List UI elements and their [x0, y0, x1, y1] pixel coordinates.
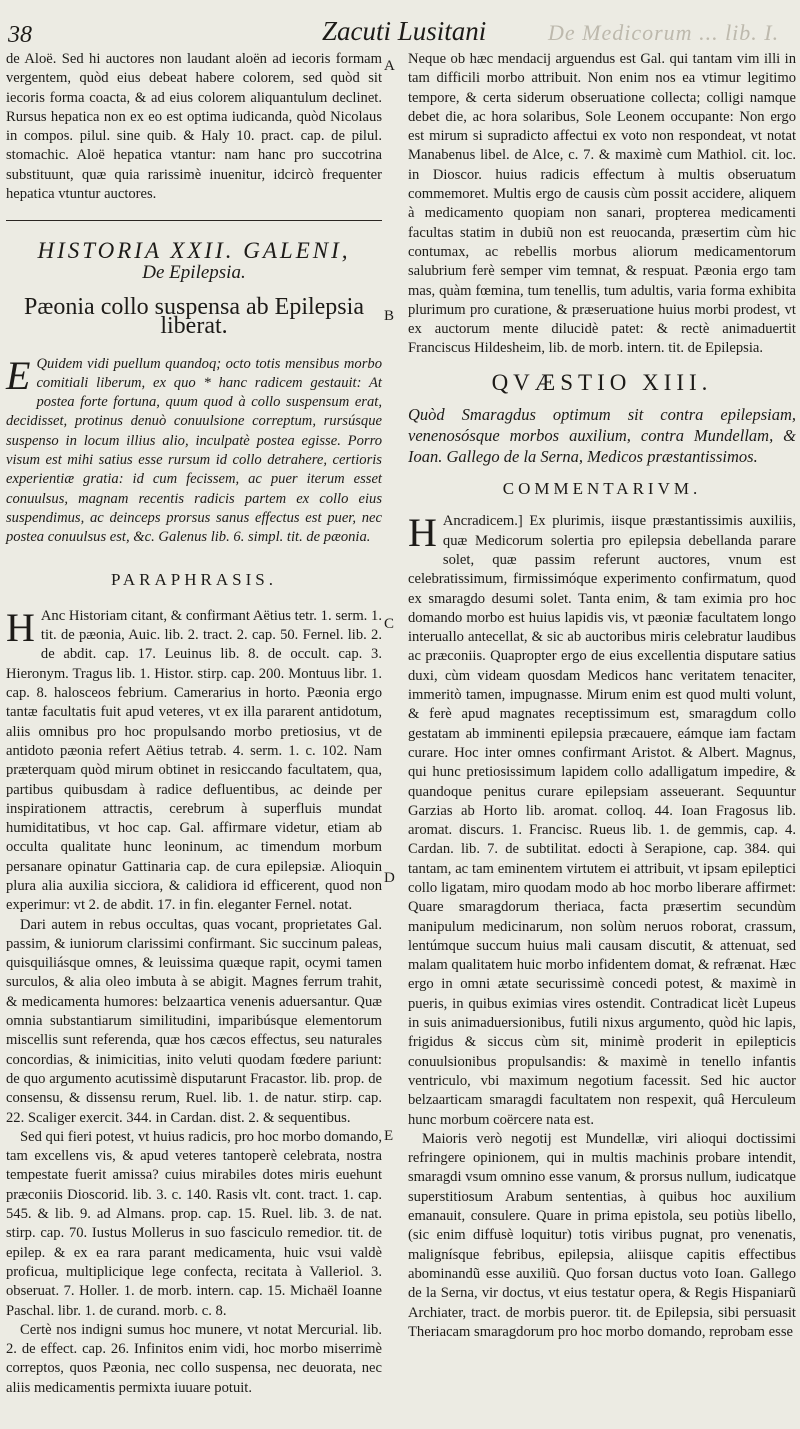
paraphrasis-paragraph-3: Sed qui fieri potest, vt huius radicis, pro hoc morbo domando, tam excellens vis, & apud veteres tantoperè celebrata, nostra tempestate fuerit amissa? cuius mirabiles dotes miris euehunt præconiis Dioscorid. lib. 3. c. 140. Rasis vlt. cont. tract. 1. cap. 545. & lib. 9. ad Almans. prop. cap. 15. Ruel. lib. 3. de nat. stirp. cap. 70. Iustus Mollerus in suo fasciculo remedior. tit. de epilep. & ex ea rara parant medicamenta, huic vsui valdè proficua, multiplicique lege confecta, recitata à Valleriol. 3. obseruat. 7. Holler. 1. de morb. intern. cap. 15. Michaël Ioanne Paschal. libr. 1. de curand. morb. c. 8. [6, 1128, 382, 1319]
bleed-through-text: De Medicorum ... lib. I. [548, 20, 780, 45]
aloe-paragraph: de Aloë. Sed hi auctores non laudant aloën ad iecoris formam vergentem, quòd eius debeat habere colorem, sed quòd sit iecoris forma coacta, & ad eius colorem aliquantulum declinet. Rursus hepatica non ex eo est optima iudicanda, quòd Nicolaus in compos. pilul. sine quib. & Haly 10. pract. cap. de pilul. stomachic. Aloë hepatica vtantur: nam hanc pro succotrina substituunt, quæ quia rarissimè inuenitur, idcircò frequenter hepatica vtuntur auctores. [6, 51, 382, 203]
historia-title: HISTORIA XXII. GALENI, [37, 238, 351, 264]
page-header [0, 0, 800, 52]
margin-letter-c: C [384, 616, 395, 632]
historia-subtitle: De Epilepsia. [142, 261, 246, 283]
quaestio-title: QVÆSTIO XIII. [491, 369, 713, 395]
paraphrasis-paragraph-1 [6, 604, 382, 916]
commentarium-paragraph-2: Maioris verò negotij est Mundellæ, viri alioqui doctissimi refringere opinionem, qui in multis machinis probare intendit, smaragdi vsum omnino esse vanum, & prorsus nullum, iudicatque superstitiosum Arabum sententias, à quibus hoc auxilium emanauit, consulere. Quare in prima epistola, seu potiùs libello, (sic enim diffusè loquitur) totis viribus pugnat, pro venenatis, malignísque febribus, epilepsia, aliisque capitis effectibus abominandũ esse auxiliũ. Quo forsan ductus voto Ioan. Gallego de la Serna, vir doctus, vt eius testatur opera, & Regis Hispaniarũ Archiater, tract. de morbis pueror. tit. de Epilepsia, sibi persuasit Theriacam smaragdorum pro hoc morbo domando, reprobam esse [408, 1130, 796, 1340]
margin-letter-b: B [384, 308, 395, 324]
drop-cap: H [408, 510, 437, 556]
right-column [408, 50, 796, 1342]
drop-cap: H [6, 604, 35, 650]
commentarium-paragraph-1 [408, 512, 796, 1130]
paraphrasis-continuation: Neque ob hæc mendacij arguendus est Gal. qui tantam vim illi in tam difficili morbo attribuit. Non enim nos ea vtimur legitimo tempore, & certa siderum obseruatione collecta; colligi namque debet die, ac hora solaribus, Sole Leonem occupante: Non ergo est mirum si supradicto affectui ex voto non respondeat, vt notat Manabenus libel. de Alce, c. 7. & maximè cum Mathiol. cit. loc. in Dioscor. huius radicis effectum à multis obseruatum commemoret. Multis ergo de causis cùm possit accidere, aliquem à medicamento quopiam non sanari, propterea medicamenti facultas statim in dubiũ non est reuocanda, præsertim cùm hic contumax, ac rebellis morbus aliorum medicamentorum salubrium ferè semper vim temnat, & respuat. Pæonia ergo tam mas, quàm fœmina, tum tenellis, tum adultis, varia forma exhibita plurimum pro curatione, & præseruatione huius morbi prodest, vt ex auctorum mente dilucidè patet: & rectè animaduertit Franciscus Hildesheim, lib. de morb. intern. tit. de Epilepsia. [408, 51, 796, 357]
paraphrasis-paragraph-4: Certè nos indigni sumus hoc munere, vt notat Mercurial. lib. 2. de effect. cap. 26. Infinitos enim vidi, hoc morbo miserrimè correptos, quos Pæonia, nec collo suspensa, nec deuorata, nec aliis medicamentis permixta iuuare potuit. [6, 1321, 382, 1396]
quaestio-subtitle: Quòd Smaragdus optimum sit contra epilepsiam, venenosósque morbos auxilium, contra Mundellam, & Ioan. Gallego de la Serna, Medicos præstantissimos. [408, 405, 796, 467]
running-title: Zacuti Lusitani [322, 16, 487, 46]
margin-letter-a: A [384, 58, 395, 74]
paraphrasis-paragraph-2: Dari autem in rebus occultas, quas vocant, proprietates Gal. passim, & iuniorum clarissimi confirmant. Sic succinum paleas, quisquiliásque omnes, & leuissima quæque rapit, ocymi tamen surculos, & alia oleo imbuta à se abigit. Magnes ferrum trahit, & medicamenta humores: belzaartica venenis aduersantur. Quæ omnia substantiarum similitudini, imparibúsque elementorum miscellis sunt referenda, quæ hos cæcos effectus, seu naturales concordias, & inimicitias, inito veluti quodam fœdere pariunt: de quo argumento acutissimè disputarunt Fracastor. lib. prop. de consensu, & dissensu rerum, Ruel. lib. 1. de natur. stirp. cap. 22. Scaliger exercit. 344. in Cardan. dist. 2. & sequentibus. [6, 916, 382, 1126]
paraphrasis-paragraph-1-text: Anc Historiam citant, & confirmant Aëtius tetr. 1. serm. 1. tit. de pæonia, Auic. lib. 2. tract. 2. cap. 50. Fernel. lib. 2. de abdit. cap. 17. Leuinus lib. 8. de occult. cap. 3. Hieronym. Tragus lib. 1. Histor. stirp. cap. 200. Montuus libr. 1. cap. 8. halosceos febrium. Camerarius in horto. Pæonia ergo tantæ facultatis fuit apud veteres, vt ex illa pararent antidotum, aliis omnibus pro hoc propulsando morbo pretiosius, vt de antidoto pæonia refert Aëtius tetrab. 4. serm. 1. c. 102. Nam præterquam quòd mirum obtinet in resiccando facultatem, qua, partibus quibusdam à radice defluentibus, ac deinde per inspirationem attractis, cerebrum à superfluis mundat humiditatibus, vt hoc cap. Gal. affirmare videtur, etiam ab occulta qualitate hunc leoninum, ac timendum morbum persanare opinatur Gattinaria cap. de cura epilepsiæ. Alioquin plura alia auxilia sicciora, & calidiora id efficerent, quod non experimur: vt 2. de abdit. 17. in fin. eleganter Fernel. notat. [6, 607, 382, 914]
margin-letter-e: E [384, 1128, 394, 1144]
drop-cap: E [6, 352, 31, 398]
section-divider [6, 220, 382, 221]
historia-caption: Pæonia collo suspensa ab Epilepsia liberat. [24, 293, 364, 340]
left-column [6, 50, 382, 1398]
margin-letter-d: D [384, 870, 395, 886]
galen-quote [6, 352, 382, 548]
page-number: 38 [8, 22, 32, 48]
galen-quote-text: Quidem vidi puellum quandoq; octo totis mensibus morbo comitiali liberum, ex quo * hanc radicem gestauit: At postea forte fortuna, quum quod à collo suspensum erat, decidisset, protinus denuò conuulsione correptum, rursúsque suspenso in locum illius alio, inculpatè postea egisse. Porro visum est mihi satius esse rursum id collo detrahere, certioris experientiæ gratia: id cum fecissem, ac puer iterum esset conuulsus, magnam recentis radicis partem ex collo eius suspendimus, ac deinceps prorsus sanus effectus est puer, nec postea conuulsus est, &c. Galenus lib. 6. simpl. tit. de pæonia. [6, 355, 382, 546]
commentarium-paragraph-1-text: Ancradicem.] Ex plurimis, iisque præstantissimis auxiliis, quæ Medicorum solertia pro epilepsia debellanda parare solet, quæ passim referunt auctores, vnum est celebratissimum, firmissimóque experimento confirmatum, quod ex smaragdo desumi solet. Tanta enim, & tam eximia pro hoc domando morbo est huius lapidis vis, vt pæoniæ facultatem longo interuallo antecellat, & sic ab auctoribus miris celebratur laudibus ac præconiis. Quapropter ergo de eius excellentia disputare satius duxi, cùm videam quosdam Medicos hanc veritatem tenaciter, immeritò tamen, impugnasse. Mirum enim est quod multi volunt, & ferè apud magnates receptissimum est, smaragdum collo gestatam ab imminenti epilepsia præcauere, eámque iam factam curare. Hoc inter omnes confirmant Aristot. & Albert. Magnus, qui hunc pretiosissimum lapidem collo adalligatum impedire, & quandoque penitus curare epilepsiam asseuerant. Sequuntur Garzias ab Horto lib. aromat. colloq. 44. Ioan Fragosus lib. aromat. discurs. 1. Francisc. Rueus lib. 1. de gemmis, cap. 4. Cardan. lib. 7. de subtilitat. edocti à Serapione, cap. 384. qui tantam, ac tam eminentem virtutem ei attribuit, vt ipsam epileptici collo ligatam, miro quodam modo ab hoc morbo liberare affirmet: Quare smaragdorum theriaca, facta præsertim secundùm manipulum medicinarum, non solùm neruos roborat, crassum, lentúmque succum huius mali causam discutit, & attenuat, sed malam qualitatem huic morbo infidentem domat, & refrænat. Hæc ergo in omni ætate securissimè concedi potest, & maximè in pueris, in quibus eximias vires ostendit. Contradicat licèt Lupeus in suis animaduersionibus, futili nixus argumento, quòd hic lapis, frigidus & siccus cùm sit, minimè proderit in epilepticis conuulsionibus propulsandis: & maximè in tenello infantis ventriculo, vbi maximum negotium facessit. Sed hic auctor belzaarticam smaragdi facultatem non respexit, quâ Herculeum hunc morbum coërcere nata est. [408, 513, 796, 1128]
paraphrasis-heading: PARAPHRASIS. [111, 569, 277, 589]
commentarium-heading: COMMENTARIVM. [502, 479, 702, 499]
